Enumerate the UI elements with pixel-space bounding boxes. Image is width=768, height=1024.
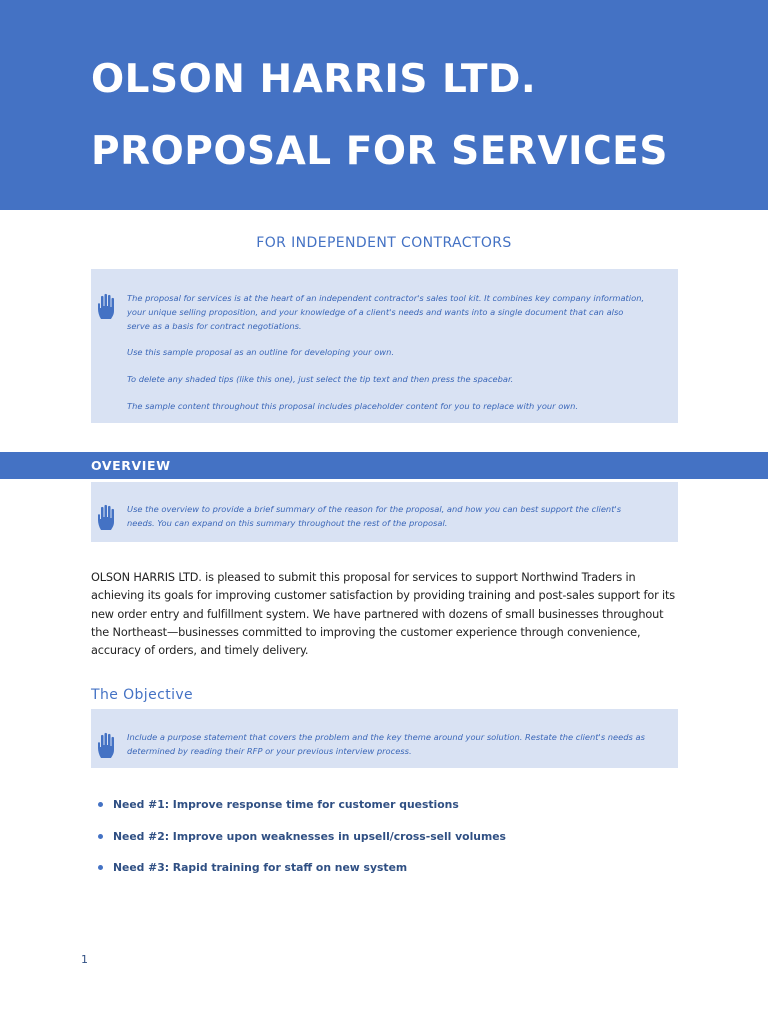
hand-icon: [96, 503, 120, 531]
objective-tip-text: Include a purpose statement that covers the problem and the key theme around your solution. Restate the client's needs as determined by reading their RFP or your previous interview process.: [127, 732, 645, 756]
intro-tip-text-2: Use this sample proposal as an outline for developing your own.: [127, 347, 394, 357]
document-title-proposal: PROPOSAL FOR SERVICES: [91, 129, 668, 174]
page-number: 1: [81, 953, 88, 966]
bullet-icon: [98, 865, 103, 870]
need-text: Need #2: Improve upon weaknesses in upsell/cross-sell volumes: [113, 830, 506, 843]
overview-body-text: OLSON HARRIS LTD. is pleased to submit this proposal for services to support Northwind Traders in achieving its goals for improving customer satisfaction by providing training and post-sales support for its new order entry and fulfillment system. We have partnered with dozens of small businesses throughout the Northeast—businesses committed to improving the customer experience through convenience, accuracy of orders, and timely delivery.: [91, 571, 676, 658]
need-text: Need #1: Improve response time for customer questions: [113, 798, 459, 811]
intro-tip-text-3: To delete any shaded tips (like this one), just select the tip text and then press the spacebar.: [127, 374, 514, 384]
list-item: [98, 830, 506, 843]
overview-tip-text: Use the overview to provide a brief summary of the reason for the proposal, and how you can best support the client's needs. You can expand on this summary throughout the rest of the proposal.: [127, 504, 622, 528]
list-item: [98, 798, 459, 811]
overview-heading: OVERVIEW: [91, 458, 171, 473]
document-subtitle: FOR INDEPENDENT CONTRACTORS: [256, 235, 512, 251]
intro-tip-text-1: The proposal for services is at the heart of an independent contractor's sales tool kit. It combines key company information, your unique selling proposition, and your knowledge of a client's needs and wants into a single document that can also serve as a basis for contract negotiations.: [127, 293, 645, 331]
need-text: Need #3: Rapid training for staff on new system: [113, 861, 408, 874]
hand-icon: [96, 731, 120, 759]
bullet-icon: [98, 834, 103, 839]
document-title-company: OLSON HARRIS LTD.: [91, 57, 537, 102]
overview-heading-bar: [0, 452, 768, 479]
objective-tip-box: [91, 709, 678, 768]
intro-tip-box: [91, 269, 678, 423]
list-item: [98, 861, 407, 874]
bullet-icon: [98, 802, 103, 807]
objective-heading: The Objective: [91, 687, 194, 703]
intro-tip-text-4: The sample content throughout this proposal includes placeholder content for you to replace with your own.: [127, 401, 578, 411]
header-band: [0, 0, 768, 210]
overview-tip-box: [91, 482, 678, 542]
hand-icon: [96, 292, 120, 320]
